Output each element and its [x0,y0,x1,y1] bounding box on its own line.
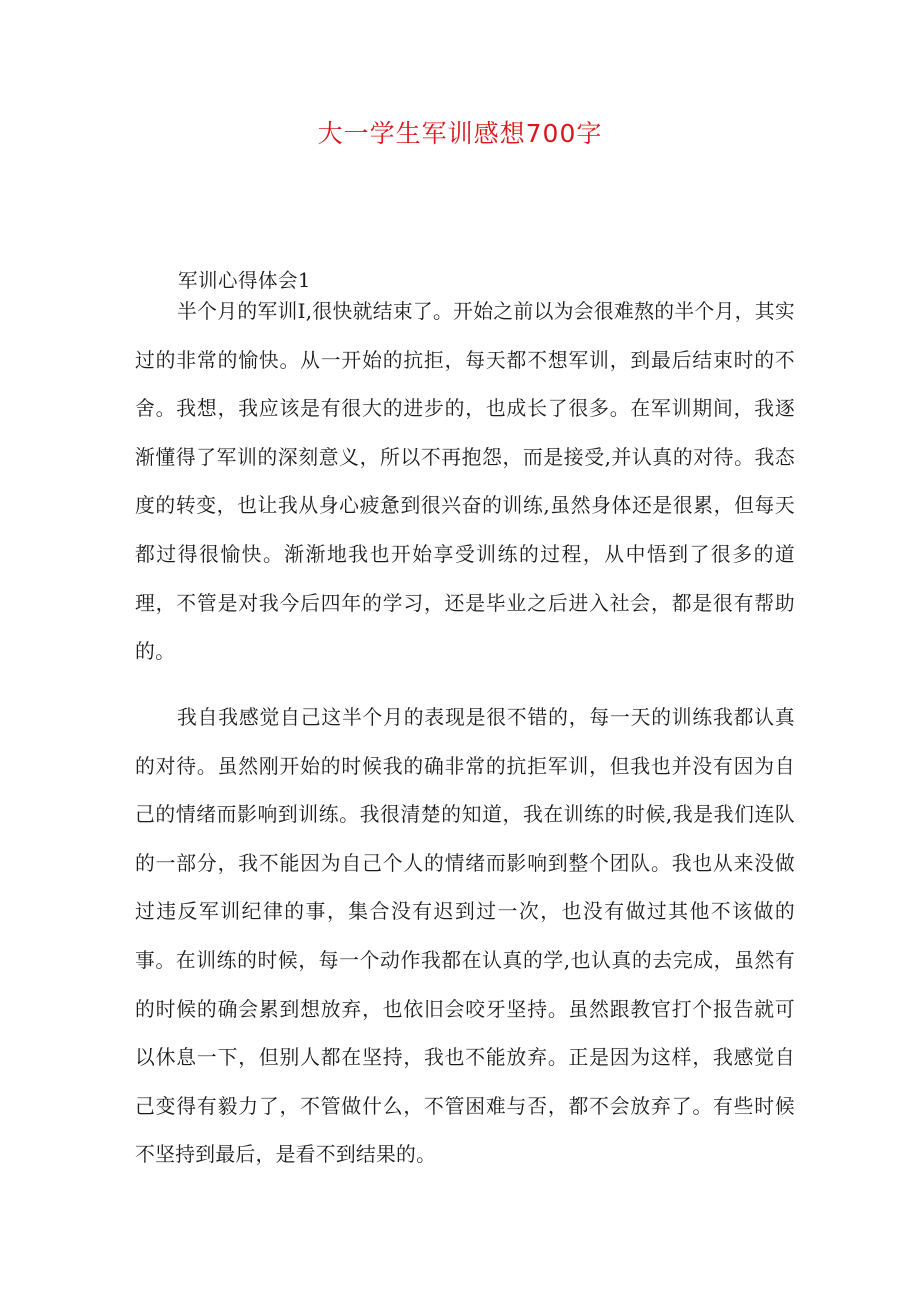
body-paragraph: 我自我感觉自己这半个月的表现是很不错的，每一天的训练我都认真的对待。虽然刚开始的时候我的确非常的抗拒军训，但我也并没有因为自己的情绪而影响到训练。我很清楚的知道，我在训练的时候,我是我们连队的一部分，我不能因为自己个人的情绪而影响到整个团队。我也从来没做过违反军训纪律的事，集合没有迟到过一次，也没有做过其他不该做的事。在训练的时候，每一个动作我都在认真的学,也认真的去完成，虽然有的时候的确会累到想放弃，也依旧会咬牙坚持。虽然跟教官打个报告就可以休息一下，但别人都在坚持，我也不能放弃。正是因为这样，我感觉自己变得有毅力了，不管做什么，不管困难与否，都不会放弃了。有些时候不坚持到最后，是看不到结果的。 [135,706,795,1167]
document-title: 大一学生军训感想700字 [317,119,603,148]
section-heading: 军训心得体会1 [178,269,311,292]
body-paragraph: 半个月的军训I,很快就结束了。开始之前以为会很难熬的半个月，其实过的非常的愉快。从一开始的抗拒，每天都不想军训，到最后结束时的不舍。我想，我应该是有很大的进步的，也成长了很多。在军训期间，我逐渐懂得了军训的深刻意义，所以不再抱怨，而是接受,并认真的对待。我态度的转变，也让我从身心疲惫到很兴奋的训练,虽然身体还是很累，但每天都过得很愉快。渐渐地我也开始享受训练的过程，从中悟到了很多的道理，不管是对我今后四年的学习，还是毕业之后进入社会，都是很有帮助的。 [135,300,795,664]
